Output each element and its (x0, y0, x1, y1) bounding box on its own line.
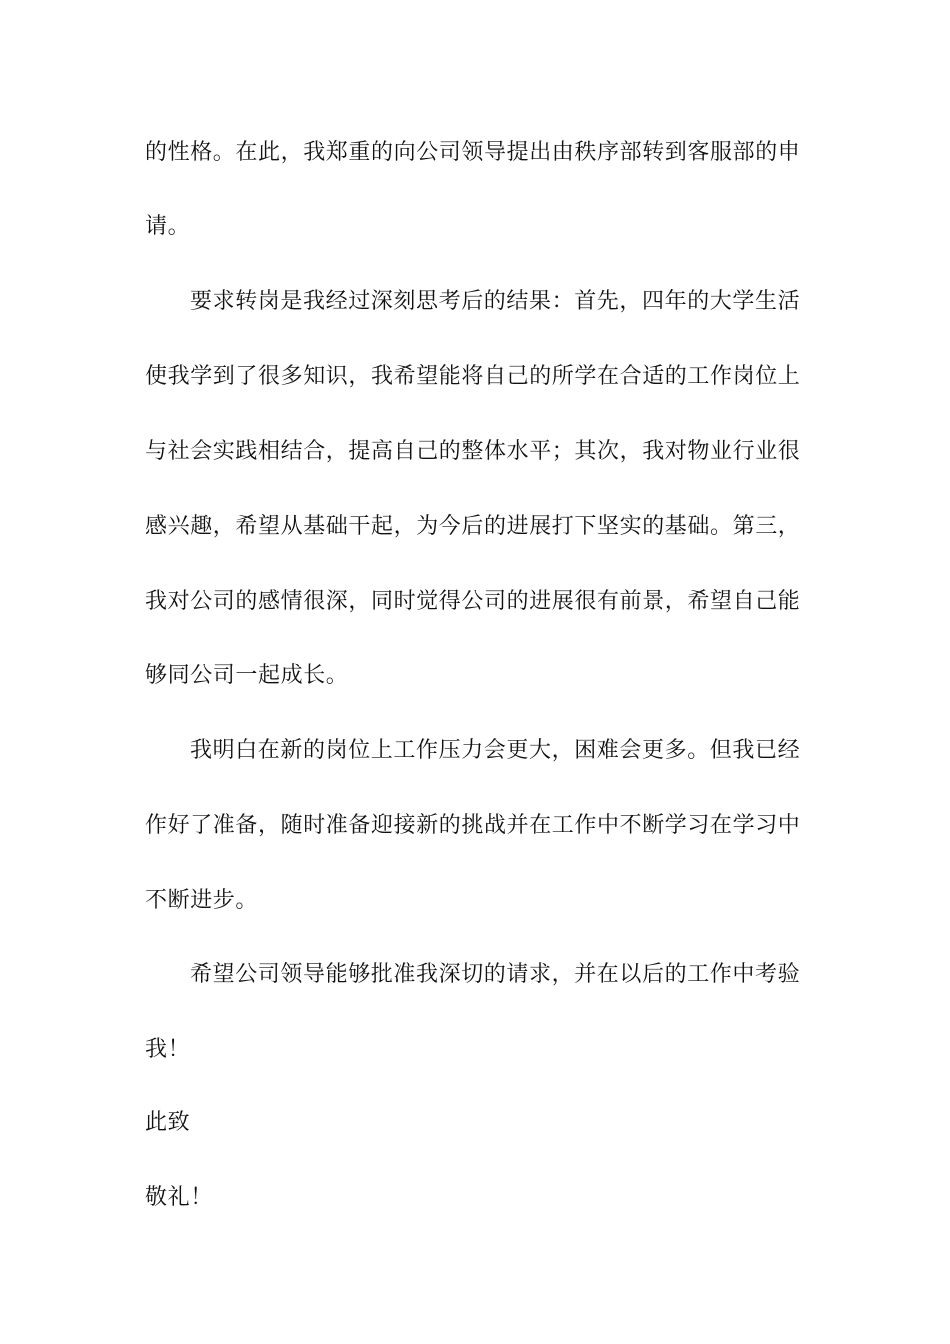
paragraph-2-line-6: 够同公司一起成长。 (145, 663, 349, 688)
paragraph-2-line-1: 要求转岗是我经过深刻思考后的结果：首先，四年的大学生活 (190, 289, 801, 314)
paragraph-2-line-4: 感兴趣，希望从基础干起，为今后的进展打下坚实的基础。第三， (145, 514, 801, 539)
salutation-text: 敬礼！ (145, 1185, 213, 1210)
paragraph-4-line-2: 我！ (145, 1037, 191, 1062)
paragraph-3-line-2: 作好了准备，随时准备迎接新的挑战并在工作中不断学习在学习中 (145, 813, 801, 838)
paragraph-1-line-2: 请。 (145, 214, 191, 239)
paragraph-3-line-1: 我明白在新的岗位上工作压力会更大，困难会更多。但我已经 (190, 738, 801, 763)
paragraph-2-line-2: 使我学到了很多知识，我希望能将自己的所学在合适的工作岗位上 (145, 364, 801, 389)
paragraph-2-line-3: 与社会实践相结合，提高自己的整体水平；其次，我对物业行业很 (145, 439, 801, 464)
paragraph-2-line-5: 我对公司的感情很深，同时觉得公司的进展很有前景，希望自己能 (145, 589, 801, 614)
paragraph-4-line-1: 希望公司领导能够批准我深切的请求，并在以后的工作中考验 (190, 962, 801, 987)
paragraph-1-line-1: 的性格。在此，我郑重的向公司领导提出由秩序部转到客服部的申 (145, 140, 801, 165)
closing-text: 此致 (145, 1110, 191, 1135)
paragraph-3-line-3: 不断进步。 (145, 888, 259, 913)
